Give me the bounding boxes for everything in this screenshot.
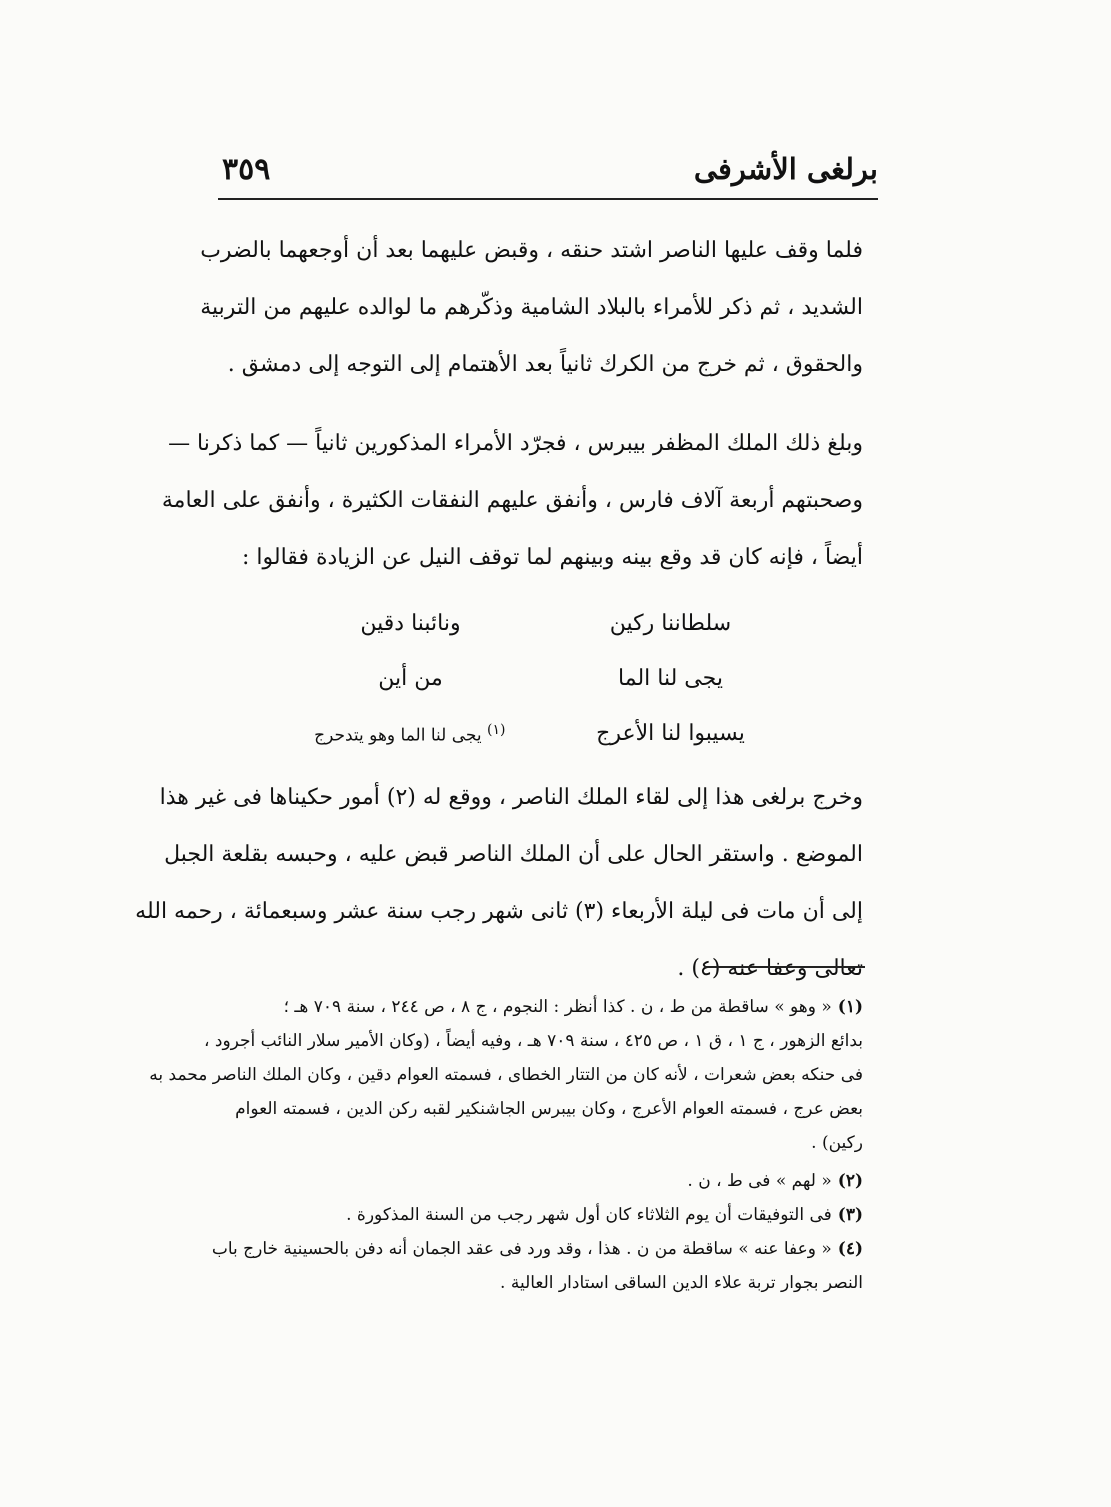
verse-second-hemistich: ونائبنا دقين: [360, 611, 461, 636]
text-line: والحقوق ، ثم خرج من الكرك ثانياً بعد الأهتمام إلى التوجه إلى دمشق .: [227, 352, 863, 377]
footnote-line: [211, 1232, 863, 1266]
footnote-line: [218, 1164, 863, 1198]
footnote-number: (٤): [837, 1239, 863, 1259]
footnote-line: بعض عرج ، فسمته العوام الأعرج ، وكان بيبرس الجاشنكير لقبه ركن الدين ، فسمته العوام: [235, 1099, 863, 1119]
text-line: إلى أن مات فى ليلة الأربعاء (٣) ثانى شهر رجب سنة عشر وسبعمائة ، رحمه الله: [135, 899, 863, 924]
verse-second-hemistich: من أين: [378, 666, 443, 691]
text-line: فلما وقف عليها الناصر اشتد حنقه ، وقبض عليهما بعد أن أوجعهما بالضرب: [200, 238, 863, 263]
text-line: أيضاً ، فإنه كان قد وقع بينه وبينهم لما توقف النيل عن الزيادة فقالوا :: [242, 545, 863, 570]
header-title: برلغى الأشرفى: [693, 152, 878, 186]
footnote-1: [149, 990, 863, 1160]
footnote-line: ركين) .: [811, 1133, 863, 1153]
footnote-number: (٣): [837, 1205, 863, 1225]
footnote-number: (١): [837, 997, 863, 1017]
poem-verse: [218, 651, 863, 706]
text-line: وبلغ ذلك الملك المظفر بيبرس ، فجرّد الأمراء المذكورين ثانياً — كما ذكرنا —: [168, 431, 863, 456]
footnote-2: [218, 1164, 863, 1198]
footnote-3: [218, 1198, 863, 1232]
text-line: تعالى وعفا عنه (٤) .: [677, 956, 863, 981]
text-line: الشديد ، ثم ذكر للأمراء بالبلاد الشامية وذكّرهم ما لوالده عليهم من التربية: [200, 295, 863, 320]
footnote-line: بدائع الزهور ، ج ١ ، ق ١ ، ص ٤٢٥ ، سنة ٧٠٩ هـ ، وفيه أيضاً ، (وكان الأمير سلار النائب أجرود ،: [204, 1031, 863, 1051]
main-text: [135, 222, 863, 997]
paragraph-1: [200, 222, 863, 393]
verse-first-hemistich: سلطاننا ركين: [609, 611, 732, 636]
footnote-4: [211, 1232, 863, 1300]
footnote-text: « وعفا عنه » ساقطة من ن . هذا ، وقد ورد فى عقد الجمان أنه دفن بالحسينية خارج باب: [211, 1239, 832, 1259]
verse-second-hemistich: [316, 722, 506, 746]
page-number: ٣٥٩: [222, 151, 271, 187]
footnote-line: النصر بجوار تربة علاء الدين الساقى استادار العالية .: [500, 1273, 863, 1293]
paragraph-2: [161, 415, 863, 586]
text-line: الموضع . واستقر الحال على أن الملك الناصر قبض عليه ، وحبسه بقلعة الجبل: [164, 842, 863, 867]
footnote-line: [218, 990, 863, 1024]
text-line: وصحبتهم أربعة آلاف فارس ، وأنفق عليهم النفقات الكثيرة ، وأنفق على العامة: [161, 488, 863, 513]
footnotes: [149, 990, 863, 1300]
footnote-text: فى التوفيقات أن يوم الثلاثاء كان أول شهر رجب من السنة المذكورة .: [346, 1205, 832, 1225]
poem-verse: [218, 706, 863, 761]
footnote-marker: (١): [487, 721, 506, 738]
footnote-divider: [705, 966, 865, 968]
footnote-text: « وهو » ساقطة من ط ، ن . كذا أنظر : النجوم ، ج ٨ ، ص ٢٤٤ ، سنة ٧٠٩ هـ ؛: [283, 997, 832, 1017]
poem: [218, 596, 863, 761]
verse-first-hemistich: يسيبوا لنا الأعرج: [596, 721, 745, 746]
footnote-line: فى حنكه بعض شعرات ، لأنه كان من التتار الخطاى ، فسمته العوام دقين ، وكان الملك الناصر محمد به: [149, 1065, 863, 1085]
text-line: وخرج برلغى هذا إلى لقاء الملك الناصر ، ووقع له (٢) أمور حكيناها فى غير هذا: [159, 785, 863, 810]
running-header: [218, 140, 878, 200]
verse-second-text: يجى لنا الما وهو يتدحرج: [314, 725, 482, 746]
footnote-number: (٢): [837, 1171, 863, 1191]
poem-verse: [218, 596, 863, 651]
paragraph-3: [135, 769, 863, 997]
footnote-text: « لهم » فى ط ، ن .: [687, 1171, 832, 1191]
verse-first-hemistich: يجى لنا الما: [618, 666, 723, 691]
footnote-line: [218, 1198, 863, 1232]
